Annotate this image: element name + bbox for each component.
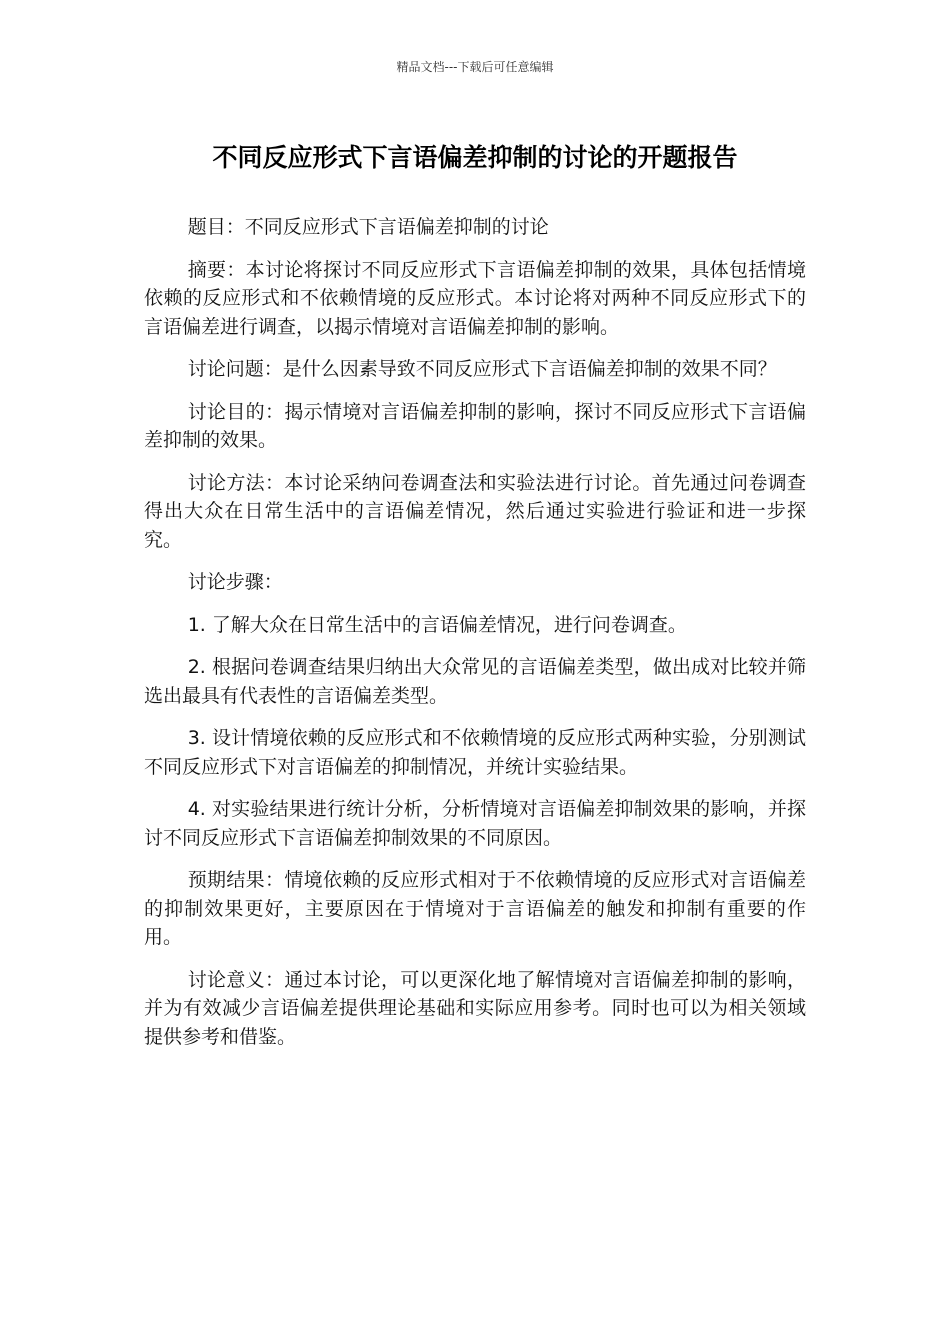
paragraph-question: 讨论问题：是什么因素导致不同反应形式下言语偏差抑制的效果不同？ (187, 358, 777, 380)
paragraph-topic: 题目：不同反应形式下言语偏差抑制的讨论 (187, 216, 549, 238)
document-title: 不同反应形式下言语偏差抑制的讨论的开题报告 (212, 143, 738, 172)
paragraph-abstract: 摘要：本讨论将探讨不同反应形式下言语偏差抑制的效果，具体包括情境依赖的反应形式和不依赖情境的反应形式。本讨论将对两种不同反应形式下的言语偏差进行调查，以揭示情境对言语偏差抑制的影响。 (144, 258, 806, 338)
paragraph-purpose: 讨论目的：揭示情境对言语偏差抑制的影响，探讨不同反应形式下言语偏差抑制的效果。 (144, 400, 806, 451)
paragraph-steps-heading: 讨论步骤： (187, 571, 283, 593)
paragraph-expected-result: 预期结果：情境依赖的反应形式相对于不依赖情境的反应形式对言语偏差的抑制效果更好，主要原因在于情境对于言语偏差的触发和抑制有重要的作用。 (144, 869, 806, 948)
paragraph-significance: 讨论意义：通过本讨论，可以更深化地了解情境对言语偏差抑制的影响，并为有效减少言语偏差提供理论基础和实际应用参考。同时也可以为相关领域提供参考和借鉴。 (144, 968, 806, 1048)
document-body (144, 213, 806, 1065)
paragraph-step-1: 1. 了解大众在日常生活中的言语偏差情况，进行问卷调查。 (187, 613, 687, 636)
paragraph-step-2: 2. 根据问卷调查结果归纳出大众常见的言语偏差类型，做出成对比较并筛选出最具有代表性的言语偏差类型。 (144, 656, 806, 707)
paragraph-step-3: 3. 设计情境依赖的反应形式和不依赖情境的反应形式两种实验，分别测试不同反应形式下对言语偏差的抑制情况，并统计实验结果。 (144, 727, 806, 778)
header-note: 精品文档---下载后可任意编辑 (396, 60, 554, 74)
paragraph-step-4: 4. 对实验结果进行统计分析，分析情境对言语偏差抑制效果的影响，并探讨不同反应形式下言语偏差抑制效果的不同原因。 (144, 798, 806, 849)
paragraph-method: 讨论方法：本讨论采纳问卷调查法和实验法进行讨论。首先通过问卷调查得出大众在日常生活中的言语偏差情况，然后通过实验进行验证和进一步探究。 (144, 471, 806, 551)
